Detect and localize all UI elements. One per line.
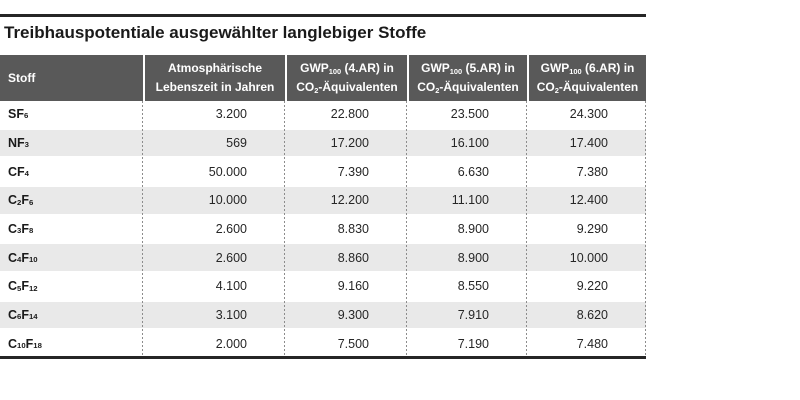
table-row <box>0 158 646 185</box>
value-cell: 10.000 <box>208 193 247 208</box>
value-cell: 9.160 <box>337 279 369 294</box>
value-cell: 3.100 <box>215 308 247 323</box>
value-cell: 9.300 <box>337 308 369 323</box>
value-cell: 3.200 <box>215 107 247 122</box>
value-cell: 8.900 <box>457 250 489 265</box>
value-cell: 7.500 <box>337 336 369 351</box>
value-cell: 17.400 <box>569 136 608 150</box>
value-cell: 2.000 <box>215 336 247 351</box>
value-cell: 23.500 <box>450 107 489 122</box>
table-row <box>0 185 646 216</box>
value-cell: 2.600 <box>215 250 247 265</box>
value-cell: 8.900 <box>457 222 489 237</box>
substance-cell: C $_5$ F $_{12}$ <box>8 279 38 294</box>
column-header <box>143 55 285 101</box>
value-cell: 22.800 <box>330 107 369 122</box>
value-cell: 12.400 <box>569 193 608 208</box>
column-divider <box>526 101 527 357</box>
table-row <box>0 101 646 128</box>
table-row <box>0 273 646 300</box>
value-cell: 11.100 <box>451 193 489 208</box>
column-divider <box>284 101 285 357</box>
column-header-label: $GWP_{100}$ (4.AR) in <box>300 61 394 77</box>
value-cell: 17.200 <box>330 136 369 150</box>
column-header-label: $CO_2$-Äquivalenten <box>536 80 639 96</box>
value-cell: 8.830 <box>337 222 369 237</box>
substance-cell: C $_6$ F $_{14}$ <box>8 308 38 323</box>
value-cell: 7.910 <box>457 308 489 323</box>
value-cell: 12.200 <box>330 193 369 208</box>
value-cell: 7.190 <box>457 336 489 351</box>
value-cell: 10.000 <box>569 250 608 265</box>
value-cell: 24.300 <box>569 107 608 122</box>
value-cell: 569 <box>226 136 247 150</box>
column-header-label: $GWP_{100}$ (5.AR) in <box>421 61 515 77</box>
table-row <box>0 242 646 273</box>
value-cell: 6.630 <box>457 164 489 179</box>
value-cell: 50.000 <box>208 164 247 179</box>
column-divider <box>406 101 407 357</box>
value-cell: 9.220 <box>576 279 608 294</box>
value-cell: 2.600 <box>215 222 247 237</box>
column-header-label: $CO_2$-Äquivalenten <box>296 80 398 96</box>
value-cell: 7.390 <box>337 164 369 179</box>
value-cell: 8.860 <box>337 250 369 265</box>
table-row <box>0 330 646 357</box>
top-rule <box>0 14 646 17</box>
column-divider <box>645 101 646 357</box>
table-body <box>0 101 646 357</box>
bottom-rule <box>0 356 646 359</box>
value-cell: 8.550 <box>457 279 489 294</box>
value-cell: 8.620 <box>576 308 608 323</box>
value-cell: 4.100 <box>215 279 247 294</box>
column-header-label: Atmosphärische <box>167 61 263 75</box>
table-row <box>0 300 646 331</box>
table-title: Treibhauspotentiale ausgewählter langlebiger Stoffe <box>4 23 427 42</box>
column-header <box>407 55 527 101</box>
substance-cell: C $_3$ F $_8$ <box>8 222 34 237</box>
column-header-label: Stoff <box>8 70 36 85</box>
table-row <box>0 216 646 243</box>
substance-cell: CF $_4$ <box>8 164 29 179</box>
table-header <box>0 55 646 101</box>
substance-cell: C $_4$ F $_{10}$ <box>8 250 38 265</box>
value-cell: 7.380 <box>576 164 608 179</box>
substance-cell: C $_2$ F $_6$ <box>8 193 34 208</box>
column-header-label: $CO_2$-Äquivalenten <box>417 80 519 96</box>
substance-cell: C $_{10}$ F $_{18}$ <box>8 336 42 351</box>
column-header-label: $GWP_{100}$ (6.AR) in <box>540 61 635 77</box>
value-cell: 7.480 <box>576 336 608 351</box>
column-header <box>285 55 407 101</box>
column-divider <box>142 101 143 357</box>
column-header-label: Lebenszeit in Jahren <box>155 80 275 94</box>
value-cell: 9.290 <box>576 222 608 237</box>
substance-cell: NF $_3$ <box>8 136 29 150</box>
column-header <box>527 55 646 101</box>
value-cell: 16.100 <box>450 136 489 150</box>
substance-cell: SF $_6$ <box>8 107 29 122</box>
table-row <box>0 128 646 159</box>
column-header <box>0 55 143 101</box>
